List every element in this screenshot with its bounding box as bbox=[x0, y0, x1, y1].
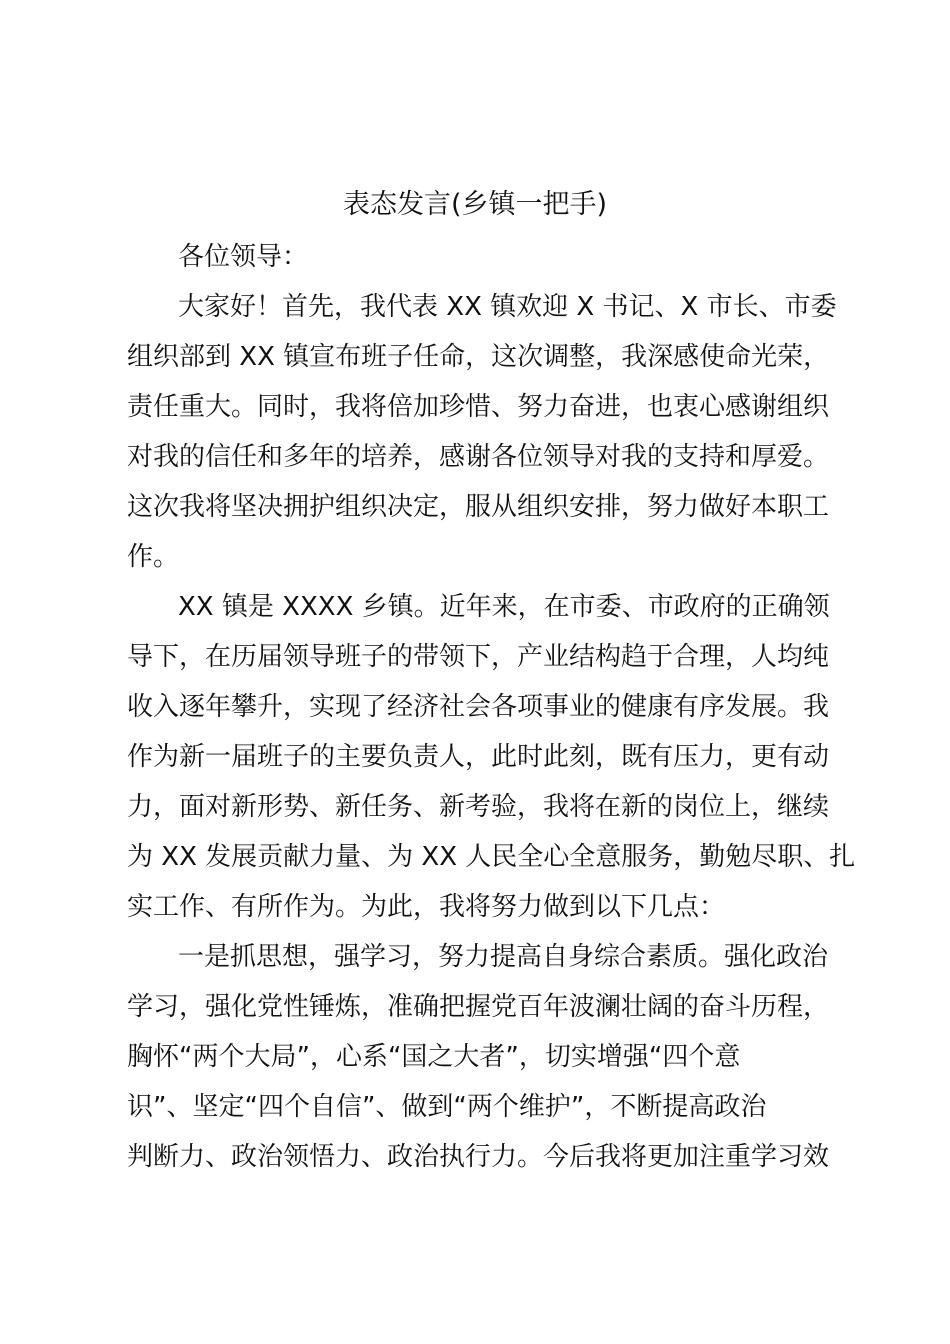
paragraph-2-line-7: 实工作、有所作为。为此，我将努力做到以下几点： bbox=[127, 892, 726, 922]
paragraph-1-line-3: 责任重大。同时，我将倍加珍惜、努力奋进，也衷心感谢组织 bbox=[127, 392, 830, 422]
paragraph-3-line-4: 识”、坚定“四个自信”、做到“两个维护”，不断提高政治 bbox=[127, 1092, 767, 1122]
paragraph-3-line-1: 一是抓思想，强学习，努力提高自身综合素质。强化政治 bbox=[178, 942, 829, 972]
paragraph-2-line-2: 导下，在历届领导班子的带领下，产业结构趋于合理，人均纯 bbox=[127, 642, 830, 672]
document-title: 表态发言(乡镇一把手) bbox=[342, 189, 608, 220]
paragraph-3-line-2: 学习，强化党性锤炼，准确把握党百年波澜壮阔的奋斗历程， bbox=[127, 992, 830, 1022]
paragraph-2-line-6: 为 XX 发展贡献力量、为 XX 人民全心全意服务，勤勉尽职、扎 bbox=[127, 842, 856, 872]
paragraph-2-line-5: 力，面对新形势、新任务、新考验，我将在新的岗位上，继续 bbox=[127, 792, 830, 822]
paragraph-3-line-3: 胸怀“两个大局”，心系“国之大者”，切实增强“四个意 bbox=[127, 1042, 741, 1072]
paragraph-1-line-5: 这次我将坚决拥护组织决定，服从组织安排，努力做好本职工 bbox=[127, 492, 830, 522]
paragraph-1-line-2: 组织部到 XX 镇宣布班子任命，这次调整，我深感使命光荣， bbox=[127, 342, 830, 372]
paragraph-3-line-5: 判断力、政治领悟力、政治执行力。今后我将更加注重学习效 bbox=[127, 1142, 830, 1172]
paragraph-2-line-1: XX 镇是 XXXX 乡镇。近年来，在市委、市政府的正确领 bbox=[178, 592, 830, 622]
paragraph-2-line-4: 作为新一届班子的主要负责人，此时此刻，既有压力，更有动 bbox=[127, 742, 830, 772]
paragraph-1-line-4: 对我的信任和多年的培养，感谢各位领导对我的支持和厚爱。 bbox=[127, 442, 830, 472]
paragraph-1-line-1: 大家好！首先，我代表 XX 镇欢迎 X 书记、X 市长、市委 bbox=[178, 292, 837, 322]
salutation-line: 各位领导： bbox=[178, 242, 309, 272]
paragraph-1-line-6: 作。 bbox=[127, 542, 180, 572]
paragraph-2-line-3: 收入逐年攀升，实现了经济社会各项事业的健康有序发展。我 bbox=[127, 692, 830, 722]
